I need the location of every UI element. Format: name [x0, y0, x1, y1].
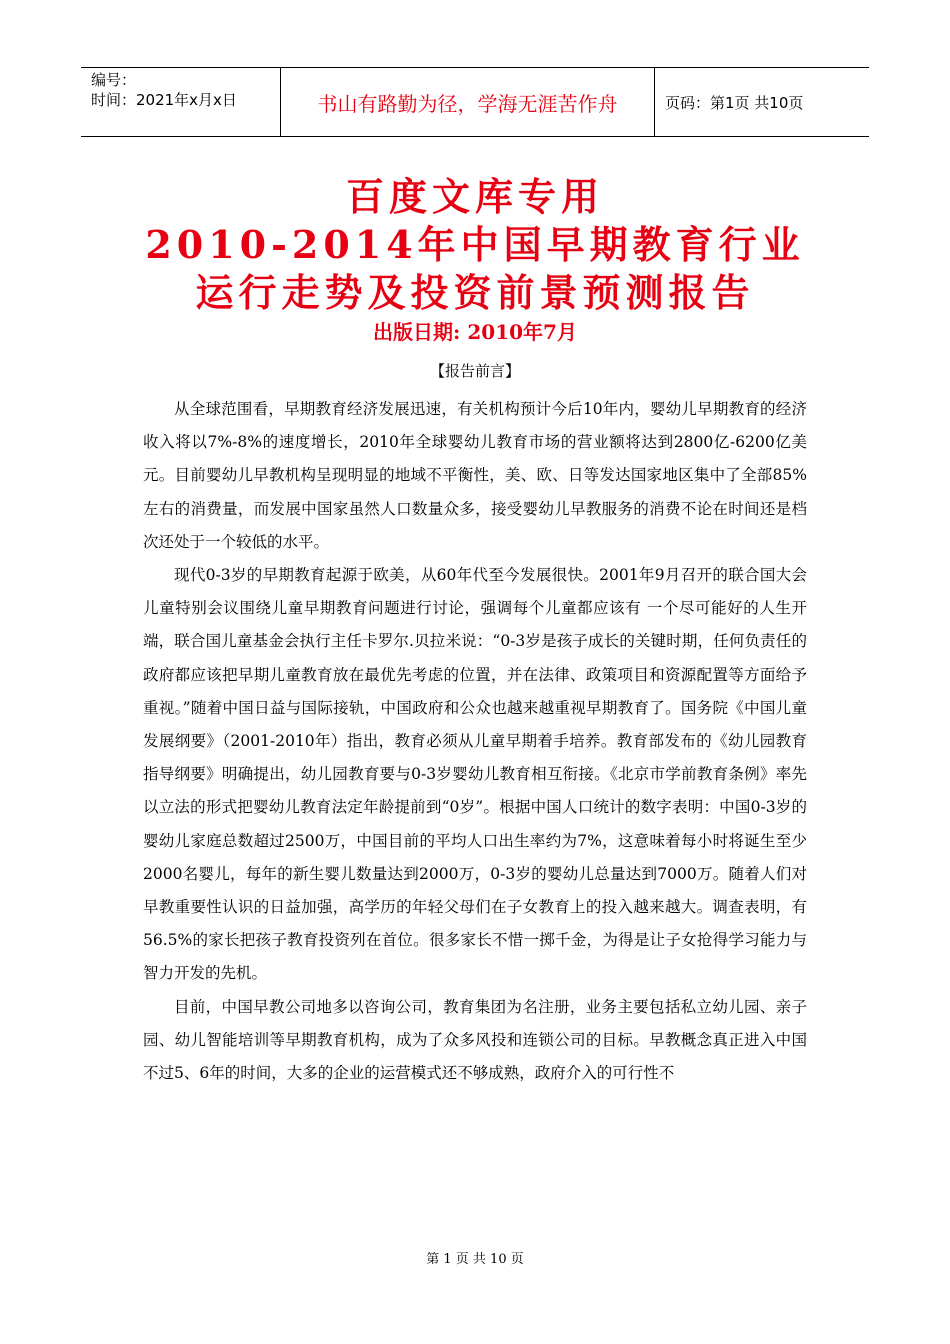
- paragraph-3: 目前，中国早教公司地多以咨询公司，教育集团为名注册，业务主要包括私立幼儿园、亲子园、幼儿智能培训等早期教育机构，成为了众多风投和连锁公司的目标。早教概念真正进入中国不过5、6年的时间，大多的企业的运营模式还不够成熟，政府介入的可行性不: [143, 997, 807, 1083]
- number-label: 编号：: [91, 71, 137, 89]
- section-heading: 【报告前言】: [429, 362, 520, 380]
- paragraph-1: 从全球范围看，早期教育经济发展迅速，有关机构预计今后10年内，婴幼儿早期教育的经济收入将以7%-8%的速度增长，2010年全球婴幼儿教育市场的营业额将达到2800亿-6200亿美元。目前婴幼儿早教机构呈现明显的地域不平衡性，美、欧、日等发达国家地区集中了全部85%左右的消费量，而发展中国家虽然人口数量众多，接受婴幼儿早教服务的消费不论在时间还是档次还处于一个较低的水平。: [143, 400, 807, 551]
- publish-date: 出版日期: 2010年7月: [373, 320, 577, 344]
- header-meta: [81, 68, 281, 136]
- title-line-1: 百度文库专用: [345, 174, 604, 219]
- paragraph-2: 现代0-3岁的早期教育起源于欧美，从60年代至今发展很快。2001年9月召开的联合国大会儿童特别会议围绕儿童早期教育问题进行讨论，强调每个儿童都应该有 一个尽可能好的人生开端，联合国儿童基金会执行主任卡罗尔.贝拉米说：“0-3岁是孩子成长的关键时期，任何负责任的政府都应该把早期儿童教育放在最优先考虑的位置，并在法律、政策项目和资源配置等方面给予重视。”随着中国日益与国际接轨，中国政府和公众也越来越重视早期教育了。国务院《中国儿童发展纲要》（2001-2010年）指出，教育必须从儿童早期着手培养。教育部发布的《幼儿园教育指导纲要》明确提出，幼儿园教育要与0-3岁婴幼儿教育相互衔接。《北京市学前教育条例》率先以立法的形式把婴幼儿教育法定年龄提前到“0岁”。根据中国人口统计的数字表明：中国0-3岁的婴幼儿家庭总数超过2500万，中国目前的平均人口出生率约为7%，这意味着每小时将诞生至少2000名婴儿，每年的新生婴儿数量达到2000万，0-3岁的婴幼儿总量达到7000万。随着人们对早教重要性认识的日益加强，高学历的年轻父母们在子女教育上的投入越来越大。调查表明，有56.5%的家长把孩子教育投资列在首位。很多家长不惜一掷千金，为得是让子女抢得学习能力与智力开发的先机。: [143, 566, 807, 983]
- time-label: 时间：2021年x月x日: [91, 91, 237, 109]
- header-page-info: 页码：第1页 共10页: [665, 93, 804, 112]
- title-line-3: 运行走势及投资前景预测报告: [195, 270, 755, 315]
- header-table: [81, 67, 869, 137]
- header-motto: 书山有路勤为径，学海无涯苦作舟: [281, 68, 655, 136]
- page-footer: 第 1 页 共 10 页: [426, 1252, 524, 1267]
- body-text: [143, 393, 807, 1090]
- title-line-2: 2010-2014年中国早期教育行业: [145, 222, 805, 267]
